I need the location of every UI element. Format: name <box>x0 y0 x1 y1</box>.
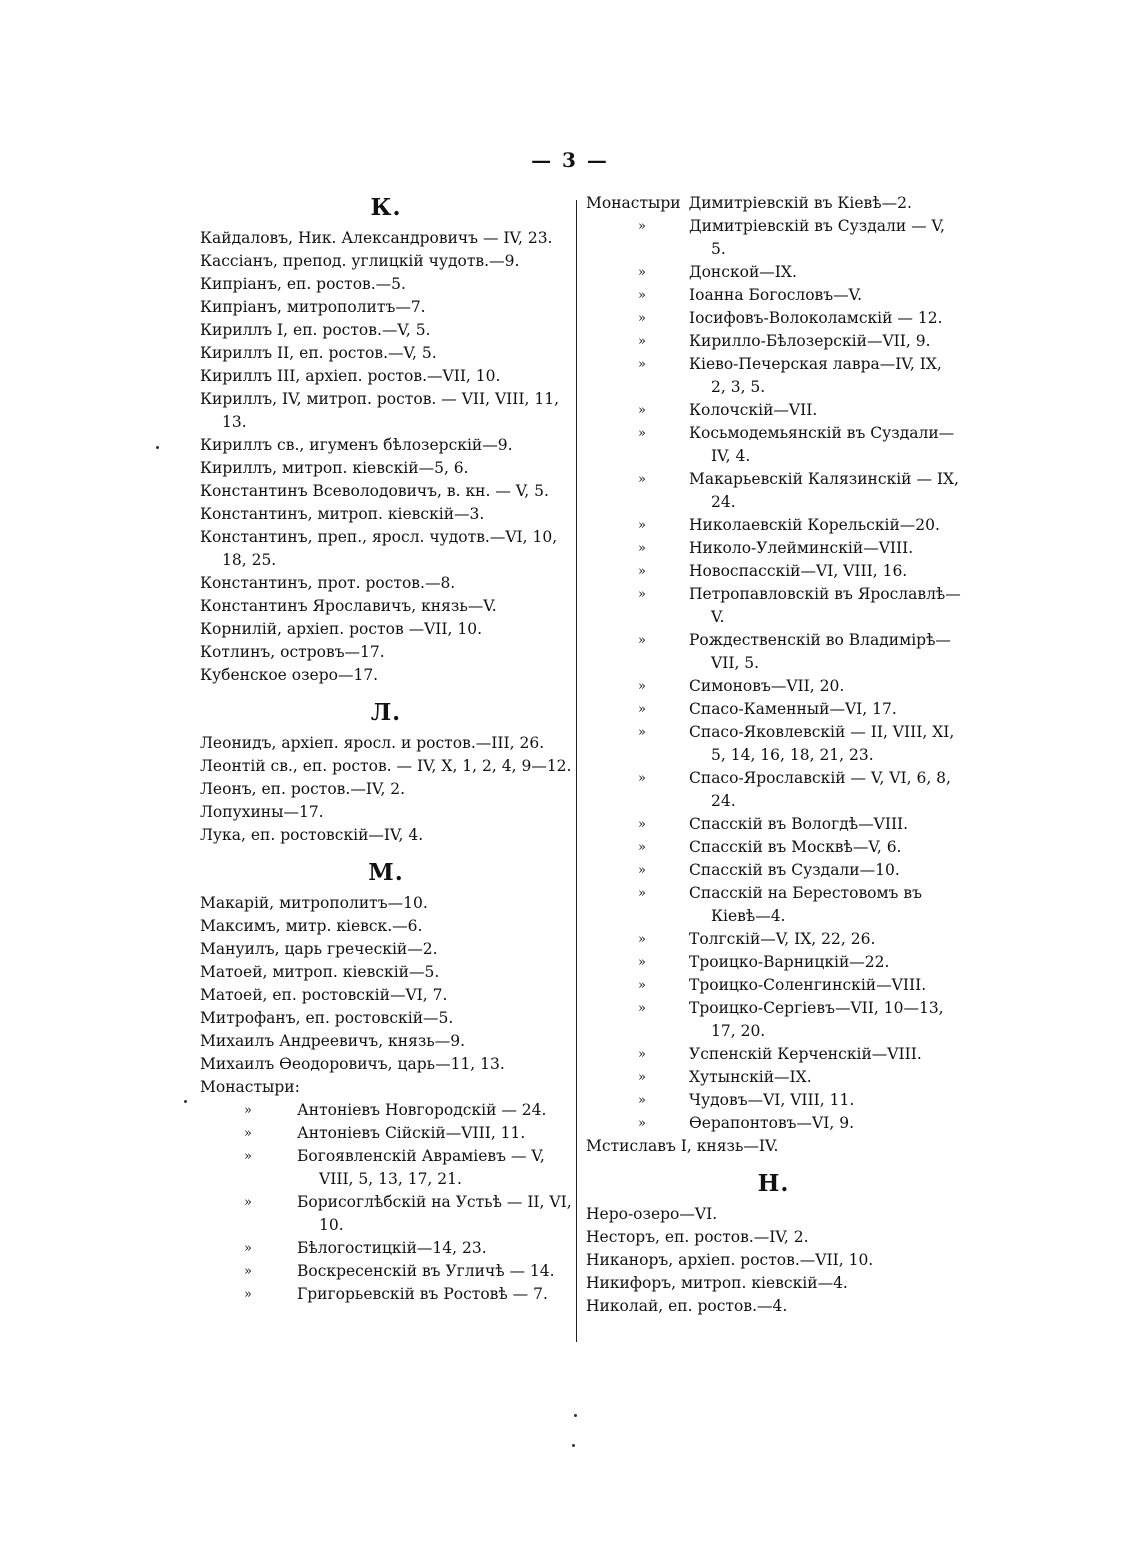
ditto-mark: » <box>638 886 646 901</box>
index-entry: Константинъ, прот. ростов.—8. <box>200 574 456 592</box>
monastery-entry: » Борисоглѣбскій на Устьѣ — II, VI, 10. <box>200 1191 572 1237</box>
right-column <box>586 192 961 1318</box>
monastery-entry: » Новоспасскій—VI, VIII, 16. <box>586 560 961 583</box>
monastery-entry: » Спасскій на Берестовомъ въ Кіевѣ—4. <box>586 882 961 928</box>
ditto-mark: » <box>244 1103 252 1118</box>
monastery-entry: » Донской—IX. <box>586 261 961 284</box>
ditto-mark: » <box>638 1093 646 1108</box>
index-entry: Леонъ, еп. ростов.—IV, 2. <box>200 780 406 798</box>
ditto-mark: » <box>638 978 646 993</box>
letter-heading-k: К. <box>370 194 402 221</box>
ditto-mark: » <box>638 587 646 602</box>
monastery-list-right <box>586 215 961 1135</box>
ditto-mark: » <box>638 702 646 717</box>
index-entry: Никифоръ, митроп. кіевскій—4. <box>586 1274 848 1292</box>
index-entry: Кайдаловъ, Ник. Александровичъ — IV, 23. <box>200 229 553 247</box>
monastery-entry: » Димитріевскій въ Суздали — V, 5. <box>586 215 961 261</box>
ditto-mark: » <box>244 1126 252 1141</box>
index-entry: Константинъ, митроп. кіевскій—3. <box>200 505 485 523</box>
monastery-entry: » Спасскій въ Вологдѣ—VIII. <box>586 813 961 836</box>
index-entry: Кириллъ, митроп. кіевскій—5, 6. <box>200 459 469 477</box>
monastery-entry: » Спасскій въ Москвѣ—V, 6. <box>586 836 961 859</box>
index-entry: Матоей, еп. ростовскій—VI, 7. <box>200 986 448 1004</box>
index-entry: Мануилъ, царь греческій—2. <box>200 940 438 958</box>
index-entry: Мстиславъ I, князь—IV. <box>586 1137 779 1155</box>
ditto-mark: » <box>638 1116 646 1131</box>
ditto-mark: » <box>638 472 646 487</box>
monastery-entry: » Симоновъ—VII, 20. <box>586 675 961 698</box>
speck <box>156 446 159 449</box>
left-column <box>200 192 572 1306</box>
index-entry: Митрофанъ, еп. ростовскій—5. <box>200 1009 454 1027</box>
page-number: — 3 — <box>531 148 609 172</box>
ditto-mark: » <box>638 955 646 970</box>
monastery-entry: » Троицко-Варницкій—22. <box>586 951 961 974</box>
index-entry: Михаилъ Өеодоровичъ, царь—11, 13. <box>200 1055 505 1073</box>
ditto-mark: » <box>244 1149 252 1164</box>
ditto-mark: » <box>244 1264 252 1279</box>
monastery-entry: » Косьмодемьянскій въ Суздали—IV, 4. <box>586 422 961 468</box>
letter-heading-l: Л. <box>370 699 402 726</box>
column-rule <box>576 200 577 1342</box>
monastery-entry-first: Монастыри Димитріевскій въ Кіевѣ—2. <box>586 192 961 215</box>
index-entry: Корнилій, архіеп. ростов —VII, 10. <box>200 620 483 638</box>
index-entry: Лопухины—17. <box>200 803 324 821</box>
index-entry: Леонтій св., еп. ростов. — IV, X, 1, 2, 4, 9—12. <box>200 757 572 775</box>
letter-heading-n: Н. <box>757 1170 790 1197</box>
monastery-entry: » Чудовъ—VI, VIII, 11. <box>586 1089 961 1112</box>
index-entry: Максимъ, митр. кіевск.—6. <box>200 917 423 935</box>
ditto-mark: » <box>638 541 646 556</box>
index-entry: Макарій, митрополитъ—10. <box>200 894 428 912</box>
index-entry: Константинъ Ярославичъ, князь—V. <box>200 597 497 615</box>
ditto-mark: » <box>244 1195 252 1210</box>
ditto-mark: » <box>638 311 646 326</box>
index-entry: Лука, еп. ростовскій—IV, 4. <box>200 826 424 844</box>
index-entry: Котлинъ, островъ—17. <box>200 643 385 661</box>
ditto-mark: » <box>638 679 646 694</box>
monastery-list-left <box>200 1099 572 1306</box>
ditto-mark: » <box>638 426 646 441</box>
index-entry: Кириллъ св., игуменъ бѣлозерскій—9. <box>200 436 513 454</box>
speck <box>572 1444 575 1447</box>
index-entry: Кассіанъ, препод. углицкій чудотв.—9. <box>200 252 520 270</box>
ditto-mark: » <box>638 771 646 786</box>
monastery-entry: » Рождественскій во Владимірѣ—VII, 5. <box>586 629 961 675</box>
monastery-entry: » Іоанна Богословъ—V. <box>586 284 961 307</box>
ditto-mark: » <box>638 403 646 418</box>
monastery-entry: » Троицко-Сергіевъ—VII, 10—13, 17, 20. <box>586 997 961 1043</box>
monastery-entry: » Воскресенскій въ Угличѣ — 14. <box>200 1260 572 1283</box>
monastery-entry: » Богоявленскій Авраміевъ — V, VIII, 5, 13, 17, 21. <box>200 1145 572 1191</box>
index-entry: Кипріанъ, еп. ростов.—5. <box>200 275 406 293</box>
index-entry: Матоей, митроп. кіевскій—5. <box>200 963 440 981</box>
ditto-mark: » <box>638 288 646 303</box>
monastery-entry: » Спасскій въ Суздали—10. <box>586 859 961 882</box>
index-entry: Кириллъ I, еп. ростов.—V, 5. <box>200 321 431 339</box>
monastery-entry: » Григорьевскій въ Ростовѣ — 7. <box>200 1283 572 1306</box>
index-entry: Константинъ Всеволодовичъ, в. кн. — V, 5. <box>200 482 549 500</box>
speck <box>574 1414 577 1417</box>
ditto-mark: » <box>638 357 646 372</box>
index-entry: Михаилъ Андреевичъ, князь—9. <box>200 1032 466 1050</box>
ditto-mark: » <box>638 564 646 579</box>
index-entry: Кубенское озеро—17. <box>200 666 379 684</box>
ditto-mark: » <box>638 1001 646 1016</box>
ditto-mark: » <box>244 1287 252 1302</box>
monastery-entry: » Николо-Улейминскій—VIII. <box>586 537 961 560</box>
monastery-entry: » Антоніевъ Сійскій—VIII, 11. <box>200 1122 572 1145</box>
monastery-entry: » Бѣлогостицкій—14, 23. <box>200 1237 572 1260</box>
monasteries-subhead: Монастыри: <box>200 1078 300 1096</box>
ditto-mark: » <box>638 1070 646 1085</box>
index-entry: Кириллъ III, архіеп. ростов.—VII, 10. <box>200 367 501 385</box>
monastery-entry: » Толгскій—V, IX, 22, 26. <box>586 928 961 951</box>
index-entry: Леонидъ, архіеп. яросл. и ростов.—III, 26. <box>200 734 545 752</box>
ditto-mark: » <box>638 725 646 740</box>
monastery-entry: » Спасо-Яковлевскій — II, VIII, XI, 5, 14, 16, 18, 21, 23. <box>586 721 961 767</box>
monastery-entry: » Кіево-Печерская лавра—IV, IX, 2, 3, 5. <box>586 353 961 399</box>
monastery-entry: » Іосифовъ-Волоколамскій — 12. <box>586 307 961 330</box>
ditto-mark: » <box>244 1241 252 1256</box>
monastery-entry: » Успенскій Керченскій—VIII. <box>586 1043 961 1066</box>
ditto-mark: » <box>638 863 646 878</box>
index-entry: Константинъ, преп., яросл. чудотв.—VI, 10, 18, 25. <box>200 528 558 569</box>
index-entry: Кириллъ II, еп. ростов.—V, 5. <box>200 344 437 362</box>
ditto-mark: » <box>638 334 646 349</box>
monastery-entry: » Хутынскій—IX. <box>586 1066 961 1089</box>
monastery-entry: » Макарьевскій Калязинскій — IX, 24. <box>586 468 961 514</box>
monastery-entry: » Спасо-Каменный—VI, 17. <box>586 698 961 721</box>
ditto-mark: » <box>638 932 646 947</box>
monastery-entry: » Кирилло-Бѣлозерскій—VII, 9. <box>586 330 961 353</box>
speck <box>184 1100 187 1103</box>
index-entry: Неро-озеро—VI. <box>586 1205 718 1223</box>
index-entry: Кириллъ, IV, митроп. ростов. — VII, VIII, 11, 13. <box>200 390 560 431</box>
ditto-mark: » <box>638 1047 646 1062</box>
ditto-mark: » <box>638 518 646 533</box>
monastery-entry: » Николаевскій Корельскій—20. <box>586 514 961 537</box>
monastery-entry: » Өерапонтовъ—VI, 9. <box>586 1112 961 1135</box>
ditto-mark: » <box>638 840 646 855</box>
ditto-mark: » <box>638 817 646 832</box>
index-entry: Никаноръ, архіеп. ростов.—VII, 10. <box>586 1251 874 1269</box>
monastery-entry: » Спасо-Ярославскій — V, VI, 6, 8, 24. <box>586 767 961 813</box>
monasteries-label: Монастыри <box>586 194 681 212</box>
monastery-entry: » Петропавловскій въ Ярославлѣ—V. <box>586 583 961 629</box>
ditto-mark: » <box>638 219 646 234</box>
index-entry: Несторъ, еп. ростов.—IV, 2. <box>586 1228 809 1246</box>
letter-heading-m: М. <box>368 859 404 886</box>
ditto-mark: » <box>638 265 646 280</box>
index-entry: Кипріанъ, митрополитъ—7. <box>200 298 426 316</box>
ditto-mark: » <box>638 633 646 648</box>
monastery-entry: » Антоніевъ Новгородскій — 24. <box>200 1099 572 1122</box>
monastery-entry: » Колочскій—VII. <box>586 399 961 422</box>
index-entry: Николай, еп. ростов.—4. <box>586 1297 788 1315</box>
monastery-entry: » Троицко-Соленгинскій—VIII. <box>586 974 961 997</box>
